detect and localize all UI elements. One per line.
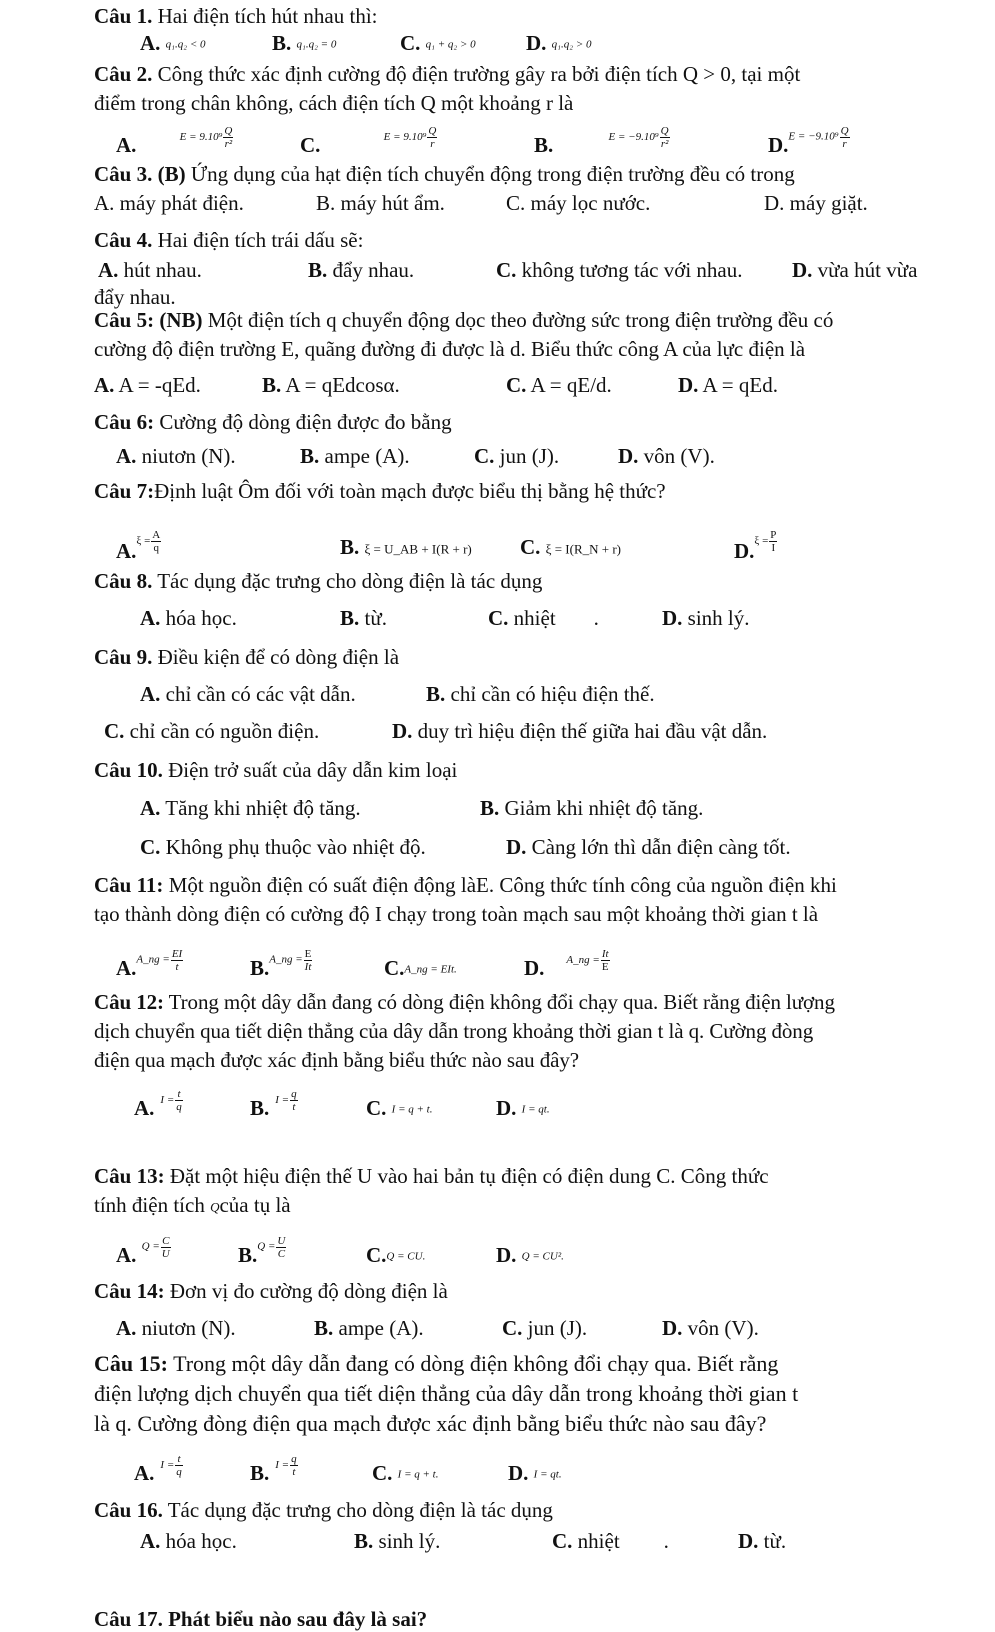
question-3 xyxy=(94,160,974,189)
question-title: Câu 1. xyxy=(94,4,153,28)
question-title: Câu 6: xyxy=(94,410,155,434)
option-10b: B. Giảm khi nhiệt độ tăng. xyxy=(480,796,704,820)
question-title: Câu 10. xyxy=(94,758,163,782)
question-9 xyxy=(94,643,974,672)
question-stem: Điều kiện để có dòng điện là xyxy=(157,645,400,669)
question-stem: Hai điện tích trái dấu sẽ: xyxy=(157,228,364,252)
option-16b: B. sinh lý. xyxy=(354,1529,441,1553)
option-12c: C. I = q + t. xyxy=(366,1096,433,1120)
option-5d: D. A = qEd. xyxy=(678,373,778,397)
question-title: Câu 8. xyxy=(94,569,153,593)
option-6a: A. niutơn (N). xyxy=(116,444,236,468)
option-1c: C. q₁ + q₂ > 0 xyxy=(400,31,476,55)
question-stem: Tác dụng đặc trưng cho dòng điện là tác dụng xyxy=(167,1498,553,1522)
option-4b: B. đẩy nhau. xyxy=(308,258,415,282)
option-7d: D.$^{\xi =}$ $\frac{P}{I}$ xyxy=(734,528,777,563)
option-7a: A.$^{\xi =}$ $\frac{A}{q}$ xyxy=(116,528,161,563)
question-title: Câu 7: xyxy=(94,479,155,503)
option-2a: A. E = 9.10⁹ $\frac{Q}{\text{r²}}$ xyxy=(116,124,233,157)
question-stem: Hai điện tích hút nhau thì: xyxy=(157,4,378,28)
question-5 xyxy=(94,306,974,364)
question-stem-line2: cường độ điện trường E, quãng đường đi được là d. Biểu thức công A của lực điện là xyxy=(94,337,806,361)
question-stem: Cường độ dòng điện được đo bằng xyxy=(159,410,452,434)
option-7c: C. ξ = I(R_N + r) xyxy=(520,535,622,559)
option-11c: C.A_ng = EIt. xyxy=(384,956,457,980)
option-1b: B. q₁.q₂ = 0 xyxy=(272,31,337,55)
option-10a: A. Tăng khi nhiệt độ tăng. xyxy=(140,796,361,820)
question-title: Câu 5: (NB) xyxy=(94,308,203,332)
question-title: Câu 13: xyxy=(94,1164,165,1188)
option-8a: A. hóa học. xyxy=(140,606,237,630)
option-6b: B. ampe (A). xyxy=(300,444,410,468)
option-3a: A. máy phát điện. xyxy=(94,191,244,215)
charge-symbol: Q xyxy=(210,1199,220,1215)
option-6c: C. jun (J). xyxy=(474,444,560,468)
option-6d: D. vôn (V). xyxy=(618,444,715,468)
question-stem-line1: Trong một dây dẫn đang có dòng điện không đổi chạy qua. Biết rằng điện lượng xyxy=(168,990,835,1014)
question-title: Câu 9. xyxy=(94,645,153,669)
option-4a: A. hút nhau. xyxy=(98,258,202,282)
option-16d: D. từ. xyxy=(738,1529,787,1553)
option-15a: A. I = $\frac{t}{q}$ xyxy=(134,1452,182,1485)
question-stem-line1: Đặt một hiệu điện thế U vào hai bản tụ điện có điện dung C. Công thức xyxy=(169,1164,769,1188)
question-17-partial: Câu 17. Phát biểu nào sau đây là sai? xyxy=(94,1607,428,1631)
question-stem-line2a: tính điện tích xyxy=(94,1193,205,1217)
option-14c: C. jun (J). xyxy=(502,1316,588,1340)
option-13d: D. Q = CU². xyxy=(496,1243,564,1267)
option-9b: B. chỉ cần có hiệu điện thế. xyxy=(426,682,655,706)
option-16c: C. nhiệt . xyxy=(552,1529,669,1553)
question-title: Câu 4. xyxy=(94,228,153,252)
question-stem: Đơn vị đo cường độ dòng điện là xyxy=(169,1279,448,1303)
question-stem-line1: Trong một dây dẫn đang có dòng điện không đổi chạy qua. Biết rằng xyxy=(173,1351,779,1376)
option-7b: B. ξ = U_AB + I(R + r) xyxy=(340,535,472,559)
option-12d: D. I = qt. xyxy=(496,1096,550,1120)
option-1a: A. q₁.q₂ < 0 xyxy=(140,31,206,55)
option-5c: C. A = qE/d. xyxy=(506,373,612,397)
option-14a: A. niutơn (N). xyxy=(116,1316,236,1340)
question-stem: Ứng dụng của hạt điện tích chuyển động trong điện trường đều có trong xyxy=(190,162,795,186)
question-stem-line3: điện qua mạch được xác định bằng biểu thức nào sau đây? xyxy=(94,1048,579,1072)
option-15c: C. I = q + t. xyxy=(372,1461,439,1485)
question-16 xyxy=(94,1496,974,1525)
question-stem-line1: Một điện tích q chuyển động dọc theo đường sức trong điện trường đều có xyxy=(207,308,834,332)
question-8 xyxy=(94,567,974,596)
option-3c: C. máy lọc nước. xyxy=(506,191,651,215)
question-6 xyxy=(94,408,974,437)
option-8b: B. từ. xyxy=(340,606,387,630)
option-13b: B.Q = $\frac{U}{C}$ xyxy=(238,1234,286,1267)
question-stem: Định luật Ôm đối với toàn mạch được biểu thị bằng hệ thức? xyxy=(154,479,666,503)
option-12a: A. I = $\frac{t}{q}$ xyxy=(134,1087,182,1120)
option-15d: D. I = qt. xyxy=(508,1461,562,1485)
option-2c: C. E = 9.10⁹ $\frac{Q}{r}$ xyxy=(300,124,437,157)
option-3d: D. máy giặt. xyxy=(764,191,868,215)
option-16a: A. hóa học. xyxy=(140,1529,237,1553)
question-11 xyxy=(94,871,974,929)
question-13 xyxy=(94,1162,974,1222)
option-11b: B.A_ng = $\frac{E}{It}$ xyxy=(250,947,312,980)
option-10c: C. Không phụ thuộc vào nhiệt độ. xyxy=(140,835,426,859)
question-2 xyxy=(94,60,974,118)
option-10d: D. Càng lớn thì dẫn điện càng tốt. xyxy=(506,835,791,859)
question-title: Câu 12: xyxy=(94,990,164,1014)
option-1d: D. q₁.q₂ > 0 xyxy=(526,31,592,55)
question-stem-line2: tạo thành dòng điện có cường độ I chạy trong toàn mạch sau một khoảng thời gian t là xyxy=(94,902,819,926)
question-7 xyxy=(94,477,974,506)
question-12 xyxy=(94,988,974,1075)
option-4d-wrap: đẩy nhau. xyxy=(94,285,176,309)
option-13a: A. Q = $\frac{C}{U}$ xyxy=(116,1234,170,1267)
question-stem-line2b: của tụ là xyxy=(219,1193,291,1217)
option-15b: B. I = $\frac{q}{t}$ xyxy=(250,1452,297,1485)
question-title: Câu 2. xyxy=(94,62,153,86)
question-stem-line3: là q. Cường đòng điện qua mạch được xác định bằng biểu thức nào sau đây? xyxy=(94,1411,767,1436)
option-5a: A. A = -qEd. xyxy=(94,373,201,397)
option-8c: C. nhiệt . xyxy=(488,606,599,630)
question-stem: Điện trở suất của dây dẫn kim loại xyxy=(168,758,458,782)
option-4c: C. không tương tác với nhau. xyxy=(496,258,743,282)
option-2d: D.E = −9.10⁹ $\frac{Q}{r}$ xyxy=(768,124,849,157)
question-title: Câu 11: xyxy=(94,873,164,897)
question-14 xyxy=(94,1277,974,1306)
question-stem-line1: Một nguồn điện có suất điện động làE. Công thức tính công của nguồn điện khi xyxy=(168,873,837,897)
option-4d: D. vừa hút vừa xyxy=(792,258,918,282)
question-stem-line2: dịch chuyển qua tiết diện thẳng của dây dẫn trong khoảng thời gian t là q. Cường đòng xyxy=(94,1019,814,1043)
question-stem: Tác dụng đặc trưng cho dòng điện là tác dụng xyxy=(157,569,543,593)
option-9c: C. chỉ cần có nguồn điện. xyxy=(104,719,320,743)
question-stem-line2: điểm trong chân không, cách điện tích Q một khoảng r là xyxy=(94,91,574,115)
question-15 xyxy=(94,1349,974,1439)
option-13c: C.Q = CU. xyxy=(366,1243,426,1267)
question-stem-line2: điện lượng dịch chuyển qua tiết diện thẳng của dây dẫn trong khoảng thời gian t xyxy=(94,1381,799,1406)
option-12b: B. I = $\frac{q}{t}$ xyxy=(250,1087,297,1120)
question-stem-line1: Công thức xác định cường độ điện trường gây ra bởi điện tích Q > 0, tại một xyxy=(157,62,801,86)
question-1 xyxy=(94,2,974,31)
option-5b: B. A = qEdcosα. xyxy=(262,373,400,397)
option-9a: A. chỉ cần có các vật dẫn. xyxy=(140,682,356,706)
question-title: Câu 16. xyxy=(94,1498,163,1522)
option-2b: B. E = −9.10⁹ $\frac{Q}{\text{r²}}$ xyxy=(534,124,669,157)
question-10 xyxy=(94,756,974,785)
option-14b: B. ampe (A). xyxy=(314,1316,424,1340)
option-11a: A.A_ng = $\frac{EI}{t}$ xyxy=(116,947,183,980)
option-9d: D. duy trì hiệu điện thế giữa hai đầu vật dẫn. xyxy=(392,719,768,743)
question-title: Câu 14: xyxy=(94,1279,165,1303)
option-14d: D. vôn (V). xyxy=(662,1316,759,1340)
question-4 xyxy=(94,226,974,255)
option-8d: D. sinh lý. xyxy=(662,606,750,630)
question-title: Câu 15: xyxy=(94,1351,168,1376)
option-11d: D. A_ng = $\frac{It}{E}$ xyxy=(524,947,609,980)
option-3b: B. máy hút ẩm. xyxy=(316,191,445,215)
question-title: Câu 3. (B) xyxy=(94,162,186,186)
